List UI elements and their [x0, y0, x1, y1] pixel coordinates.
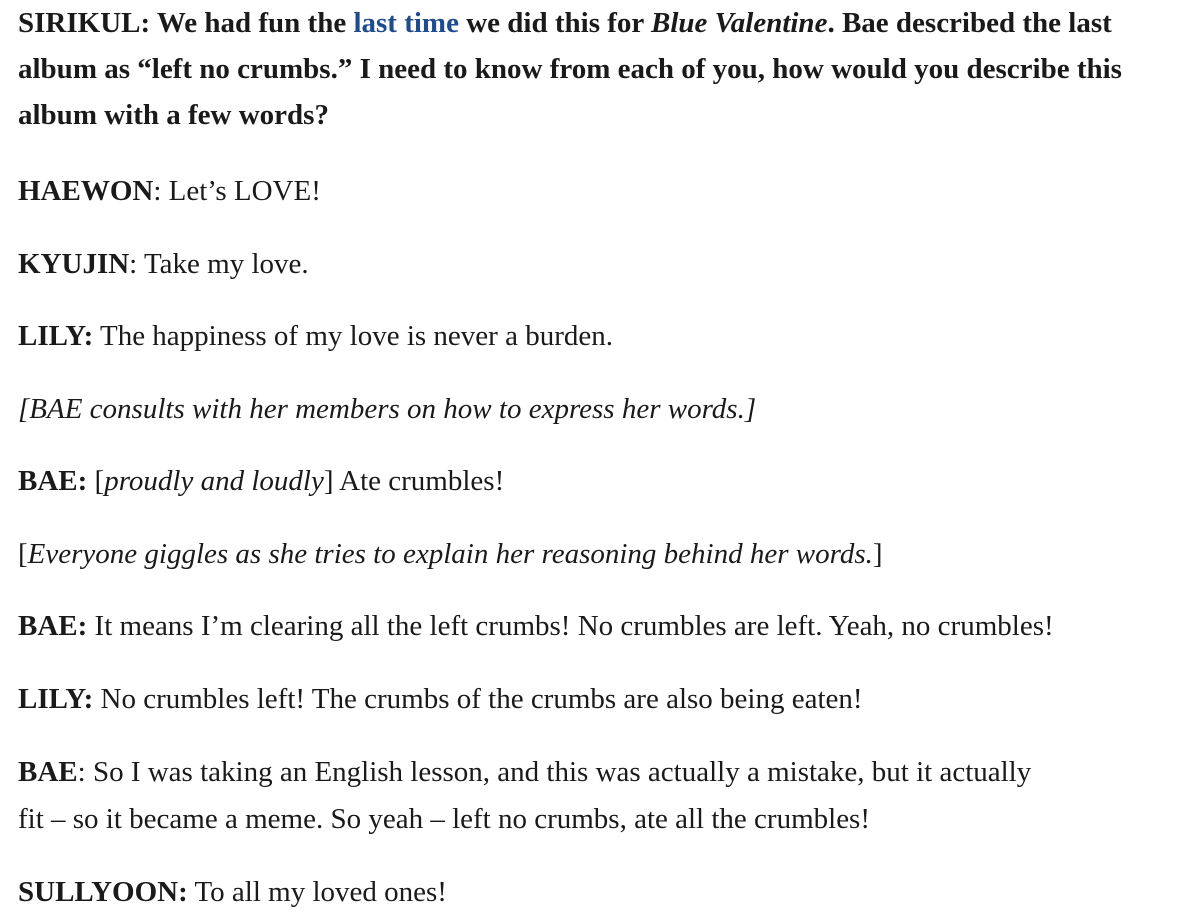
paragraph-lily: [18, 313, 1190, 359]
quote-text: : Take my love.: [129, 248, 309, 280]
speaker-name: KYUJIN: [18, 248, 130, 280]
quote-text: The happiness of my love is never a burden.: [93, 320, 613, 352]
quote-text: To all my loved ones!: [187, 876, 447, 908]
paragraph-bae: [18, 603, 1190, 649]
paragraph-bae: [18, 458, 1190, 504]
paragraph-lily: [18, 676, 1190, 722]
paragraph-bae-continued: fit – so it became a meme. So yeah – left no crumbs, ate all the crumbles!: [18, 803, 871, 835]
stage-note: [BAE consults with her members on how to express her words.]: [18, 393, 757, 425]
paragraph-kyujin: [18, 241, 1190, 287]
stage-direction: proudly and loudly: [104, 465, 324, 497]
speaker-name: BAE:: [18, 610, 88, 642]
speaker-name: BAE: [18, 756, 78, 788]
paragraph-bae: [18, 749, 1190, 795]
album-title: Blue Valentine: [650, 7, 828, 39]
last-time-link[interactable]: last time: [353, 7, 459, 39]
speaker-name: HAEWON: [18, 175, 154, 207]
quote-text: : So I was taking an English lesson, and this was actually a mistake, but it actually: [77, 756, 1032, 788]
paragraph-sullyoon: [18, 869, 1190, 915]
paragraph-sirikul-question: [18, 0, 1190, 138]
stage-note: [18, 531, 1190, 577]
quote-text: No crumbles left! The crumbs of the crumbs are also being eaten!: [93, 683, 863, 715]
bracket-open: [: [18, 538, 28, 570]
speaker-name: SULLYOON:: [18, 876, 188, 908]
question-text-start: SIRIKUL: We had fun the: [18, 7, 354, 39]
speaker-name: BAE:: [18, 465, 88, 497]
bracket-close: ]: [872, 538, 883, 570]
stage-direction: Everyone giggles as she tries to explain her reasoning behind her words.: [27, 538, 873, 570]
paragraph-haewon: [18, 168, 1190, 214]
speaker-name: LILY:: [18, 320, 94, 352]
speaker-name: LILY:: [18, 683, 94, 715]
quote-text: : Let’s LOVE!: [153, 175, 321, 207]
quote-text: ] Ate crumbles!: [323, 465, 505, 497]
question-text-end: . Bae described the last album as “left no crumbs.” I need to know from each of you, how would you describe this album with a few words?: [18, 7, 1122, 131]
question-text-middle: we did this for: [458, 7, 651, 39]
quote-text: It means I’m clearing all the left crumbs! No crumbles are left. Yeah, no crumbles!: [87, 610, 1054, 642]
bracket-open: [: [87, 465, 105, 497]
